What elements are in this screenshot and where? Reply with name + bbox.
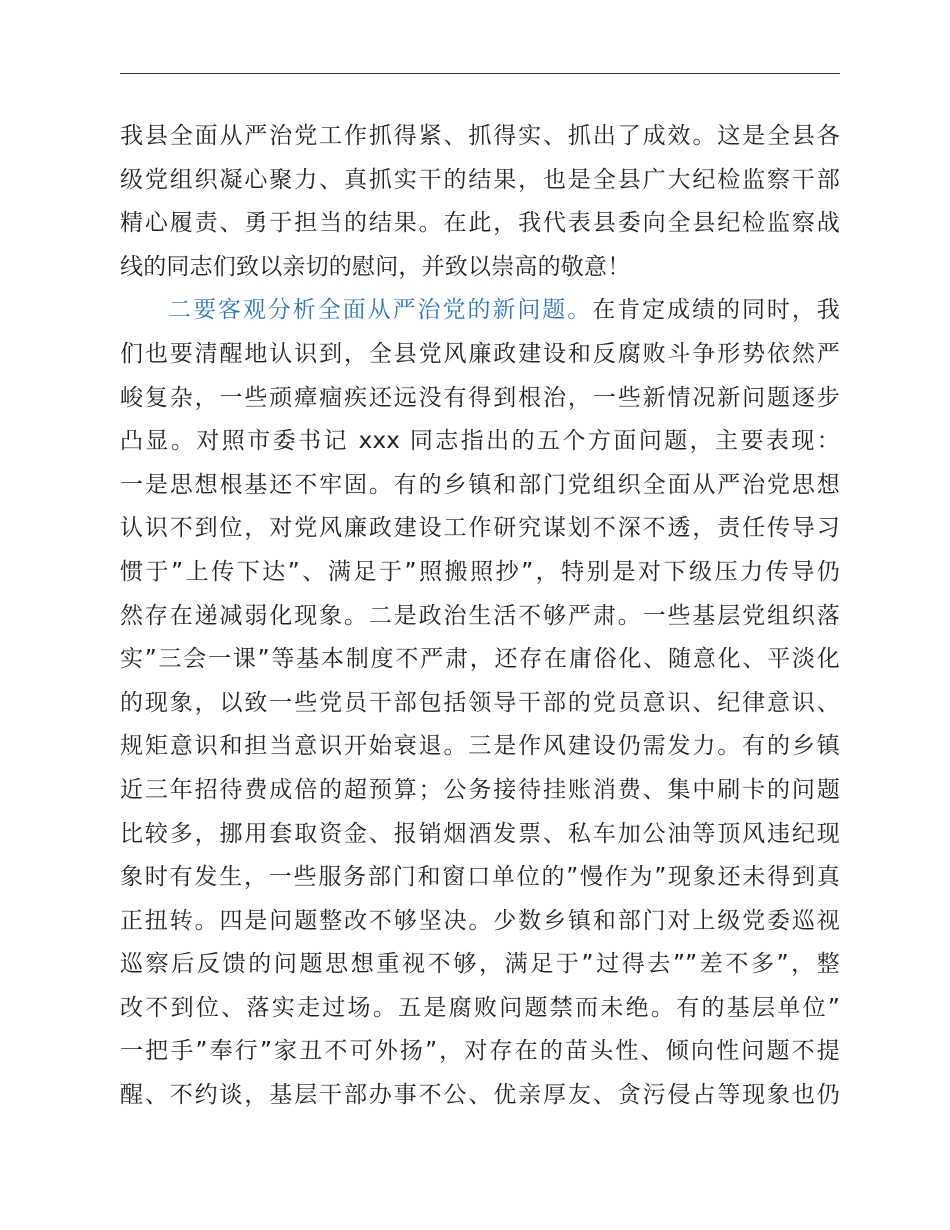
paragraph-2-line-1-rest: 在肯定成绩的同时，我	[592, 297, 840, 324]
paragraph-2-line: 凸显。对照市委书记 xxx 同志指出的五个方面问题，主要表现：	[120, 428, 840, 455]
paragraph-2-line: 一把手”奉行”家丑不可外扬”，对存在的苗头性、倾向性问题不提	[120, 1038, 840, 1065]
paragraph-2-line: 正扭转。四是问题整改不够坚决。少数乡镇和部门对上级党委巡视	[120, 907, 840, 934]
paragraph-2-line: 比较多，挪用套取资金、报销烟酒发票、私车加公油等顶风违纪现	[120, 820, 840, 847]
document-body	[120, 115, 840, 1118]
paragraph-1-line-3: 精心履责、勇于担当的结果。在此，我代表县委向全县纪检监察战	[120, 210, 840, 237]
paragraph-2-line-1	[120, 289, 840, 333]
paragraph-2-line: 改不到位、落实走过场。五是腐败问题禁而未绝。有的基层单位”	[120, 994, 840, 1021]
paragraph-2-line: 峻复杂，一些顽瘴痼疾还远没有得到根治，一些新情况新问题逐步	[120, 384, 840, 411]
paragraph-2-line: 近三年招待费成倍的超预算；公务接待挂账消费、集中刷卡的问题	[120, 776, 840, 803]
paragraph-2-line: 巡察后反馈的问题思想重视不够，满足于”过得去””差不多”，整	[120, 951, 840, 978]
paragraph-2-line: 们也要清醒地认识到，全县党风廉政建设和反腐败斗争形势依然严	[120, 340, 840, 367]
paragraph-2-line: 然存在递减弱化现象。二是政治生活不够严肃。一些基层党组织落	[120, 602, 840, 629]
paragraph-1-line-2: 级党组织凝心聚力、真抓实干的结果，也是全县广大纪检监察干部	[120, 166, 840, 193]
paragraph-2-line: 象时有发生，一些服务部门和窗口单位的”慢作为”现象还未得到真	[120, 864, 840, 891]
paragraph-1-line-4: 线的同志们致以亲切的慰问，并致以崇高的敬意！	[120, 253, 631, 280]
paragraph-2-line: 醒、不约谈，基层干部办事不公、优亲厚友、贪污侵占等现象也仍	[120, 1082, 840, 1109]
paragraph-2-line: 实”三会一课”等基本制度不严肃，还存在庸俗化、随意化、平淡化	[120, 646, 840, 673]
paragraph-2-line: 认识不到位，对党风廉政建设工作研究谋划不深不透，责任传导习	[120, 515, 840, 542]
paragraph-2-line: 规矩意识和担当意识开始衰退。三是作风建设仍需发力。有的乡镇	[120, 733, 840, 760]
section-heading: 二要客观分析全面从严治党的新问题。	[168, 297, 593, 324]
paragraph-2-line: 一是思想根基还不牢固。有的乡镇和部门党组织全面从严治党思想	[120, 471, 840, 498]
paragraph-1-line-1: 我县全面从严治党工作抓得紧、抓得实、抓出了成效。这是全县各	[120, 123, 840, 149]
paragraph-2-line: 的现象，以致一些党员干部包括领导干部的党员意识、纪律意识、	[120, 689, 840, 716]
paragraph-2-line: 惯于”上传下达”、满足于”照搬照抄”，特别是对下级压力传导仍	[120, 558, 840, 585]
header-rule	[120, 73, 840, 74]
